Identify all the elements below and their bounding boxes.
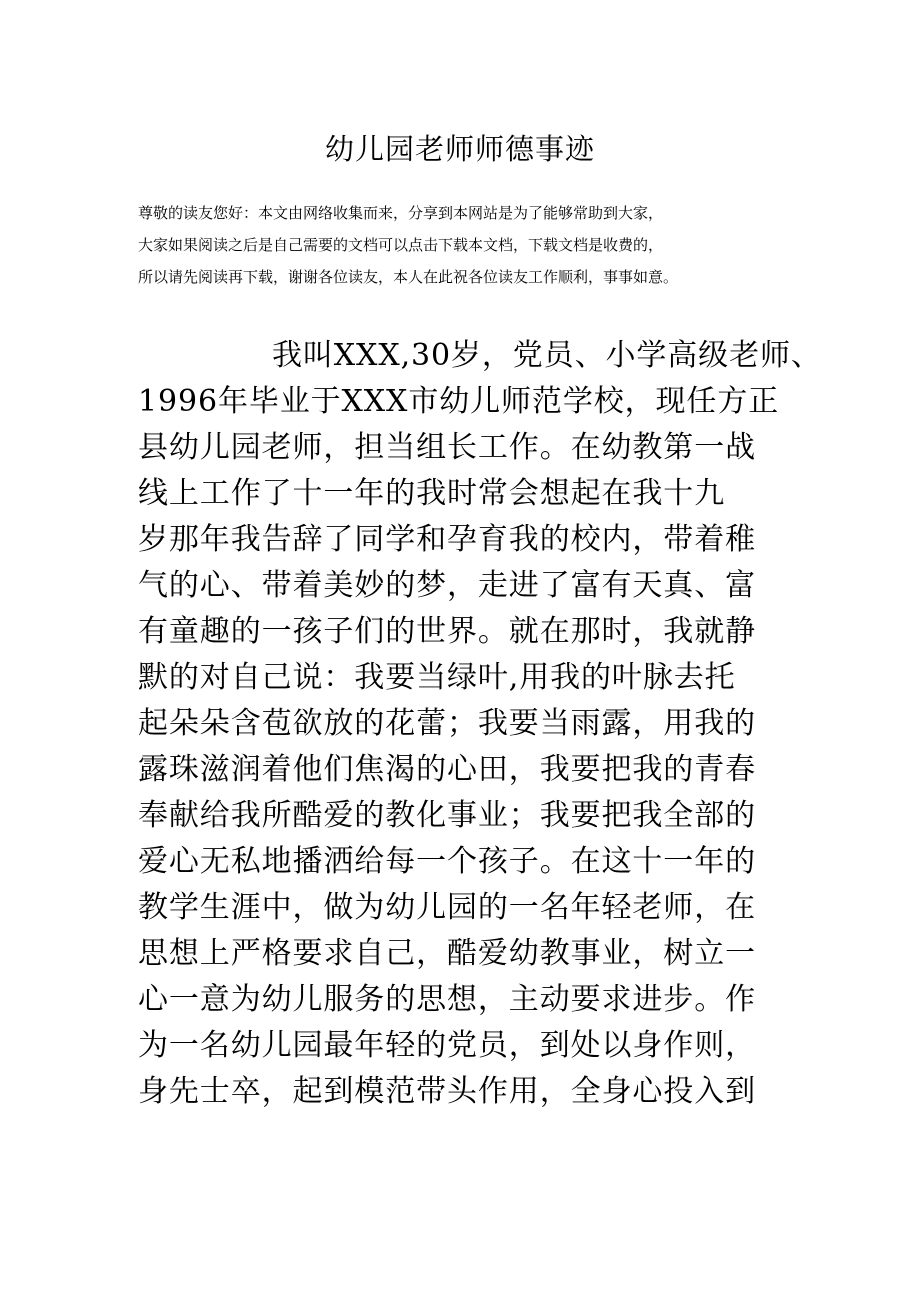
notice-line: 尊敬的读友您好：本文由网络收集而来，分享到本网站是为了能够常助到大家，	[138, 204, 664, 222]
body-line: 1996年毕业于XXX市幼儿师范学校，现任方正	[138, 384, 780, 419]
body-line: 思想上严格要求自己，酷爱幼教事业，树立一	[138, 936, 756, 971]
reader-notice	[138, 197, 788, 293]
body-line: 奉献给我所酷爱的教化事业；我要把我全部的	[138, 798, 756, 833]
body-line: 有童趣的一孩子们的世界。就在那时，我就静	[138, 614, 756, 649]
body-line: 默的对自己说：我要当绿叶,用我的叶脉去托	[138, 660, 736, 695]
body-line: 教学生涯中，做为幼儿园的一名年轻老师，在	[138, 890, 756, 925]
body-line: 气的心、带着美妙的梦，走进了富有天真、富	[138, 568, 756, 603]
body-line: 为一名幼儿园最年轻的党员，到处以身作则，	[138, 1028, 756, 1063]
body-line: 线上工作了十一年的我时常会想起在我十九	[138, 476, 726, 511]
body-line: 心一意为幼儿服务的思想，主动要求进步。作	[138, 982, 756, 1017]
body-paragraph	[138, 333, 822, 1115]
body-line: 岁那年我告辞了同学和孕育我的校内，带着稚	[138, 522, 756, 557]
notice-line: 大家如果阅读之后是自己需要的文档可以点击下载本文档，下载文档是收费的，	[138, 236, 664, 254]
body-line: 露珠滋润着他们焦渴的心田，我要把我的青春	[138, 752, 756, 787]
body-line: 爱心无私地播洒给每一个孩子。在这十一年的	[138, 844, 756, 879]
body-line: 我叫XXX,30岁，党员、小学高级老师、	[272, 338, 822, 373]
body-line: 起朵朵含苞欲放的花蕾；我要当雨露，用我的	[138, 706, 756, 741]
document-title: 幼儿园老师师德事迹	[324, 132, 595, 166]
body-line: 县幼儿园老师，担当组长工作。在幼教第一战	[138, 430, 756, 465]
body-line: 身先士卒，起到模范带头作用，全身心投入到	[138, 1074, 756, 1109]
notice-line: 所以请先阅读再下载，谢谢各位读友，本人在此祝各位读友工作顺利，事事如意。	[138, 268, 679, 286]
